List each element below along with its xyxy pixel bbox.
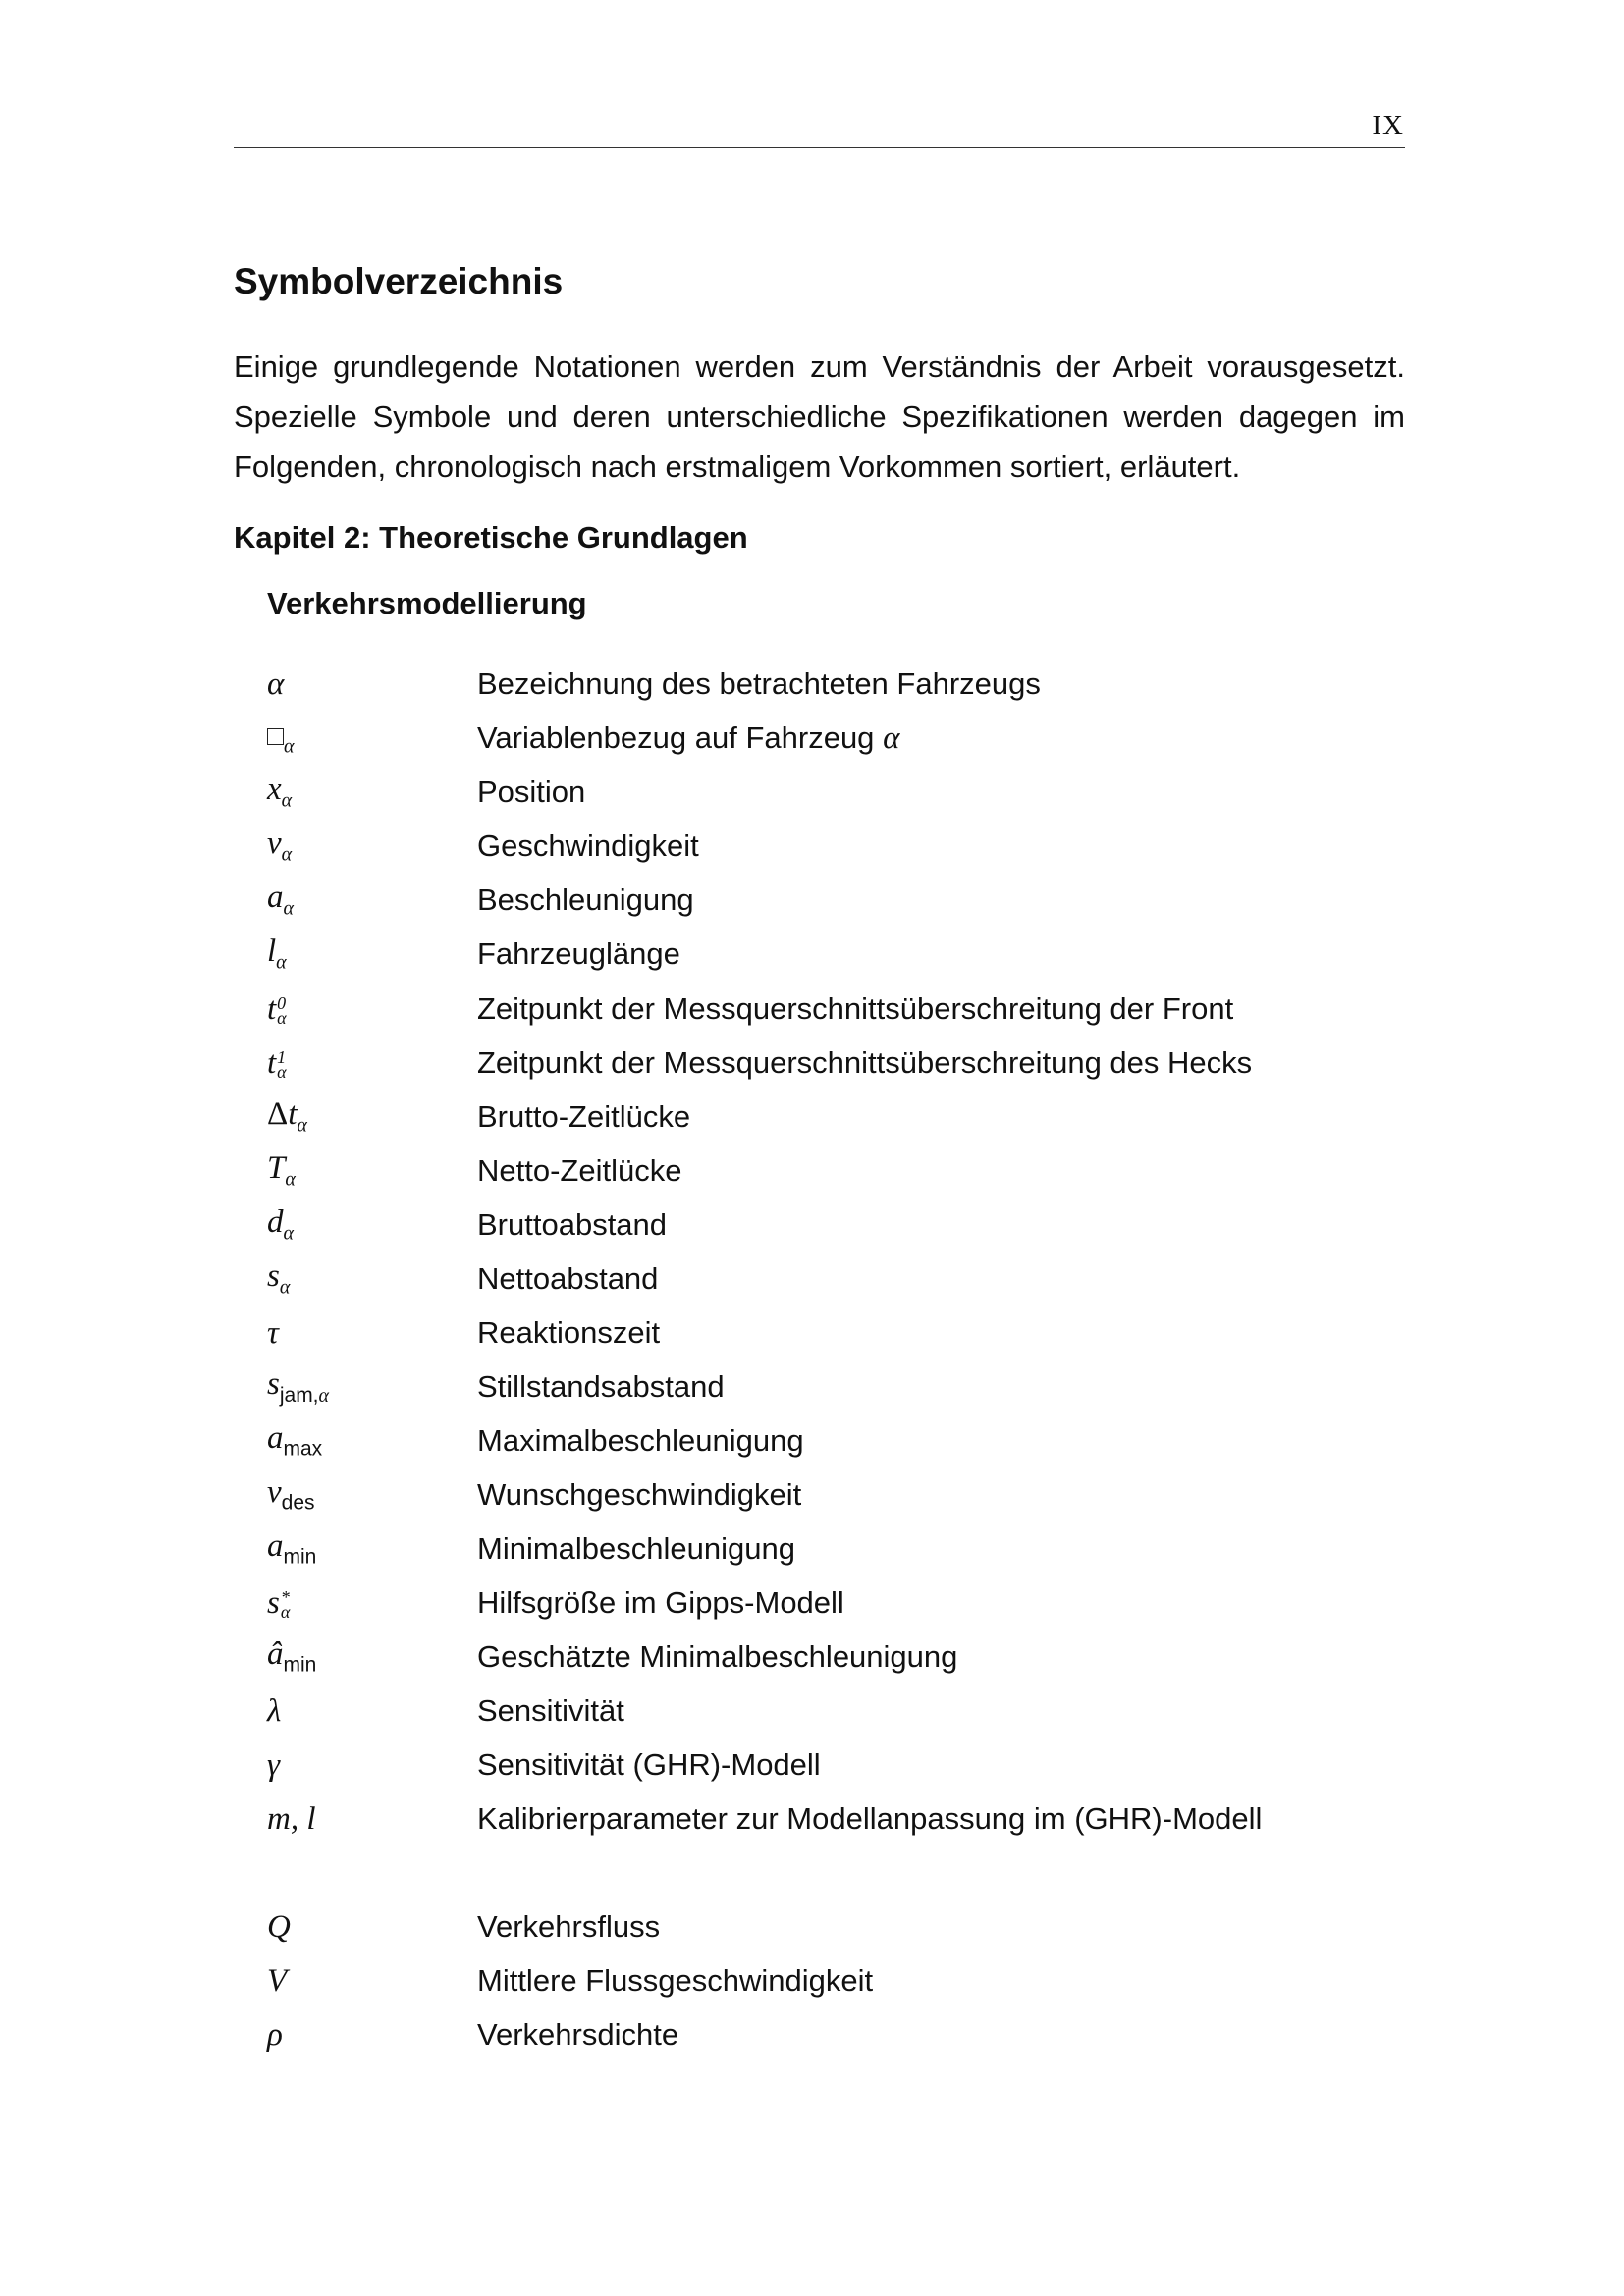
symbol-description: Netto-Zeitlücke (477, 1153, 682, 1188)
symbol-description: Maximalbeschleunigung (477, 1423, 804, 1458)
header-rule (234, 147, 1405, 148)
symbol-description: Kalibrierparameter zur Modellanpassung im (GHR)-Modell (477, 1801, 1263, 1836)
symbol: V (267, 1962, 288, 1999)
symbol: α (267, 718, 477, 759)
symbol-description: Reaktionszeit (477, 1315, 661, 1350)
symbol-description: Zeitpunkt der Messquerschnittsüberschreitung des Hecks (477, 1045, 1253, 1080)
symbol-row-placeholder (267, 715, 1406, 762)
intro-paragraph: Einige grundlegende Notationen werden zum Verständnis der Arbeit vorausgesetzt. Spezielle Symbole und deren unterschiedliche Spezifikationen werden dagegen im Folgenden, chronologisch nach erstmaligem Vorkommen sortiert, erläutert. (234, 349, 1405, 484)
symbol: $s_{jam,\alpha}$ (267, 1366, 330, 1407)
symbol-description: Verkehrsfluss (477, 1909, 661, 1944)
symbol: m, l (267, 1800, 316, 1837)
symbol-row-est-min-accel (267, 1633, 1406, 1681)
symbol-row-gross-gap (267, 1094, 1406, 1141)
symbol-row-length (267, 931, 1406, 978)
symbol-description: Geschwindigkeit (477, 828, 699, 863)
symbol-row-mean-speed (267, 1957, 1406, 2004)
symbol-row-min-accel (267, 1525, 1406, 1573)
symbol: t 1 α (267, 1044, 287, 1082)
symbol: ρ (267, 2016, 283, 2053)
symbol-description: Verkehrsdichte (477, 2017, 679, 2052)
symbol-description: Sensitivität (477, 1693, 624, 1728)
symbol-row-gamma (267, 1741, 1406, 1789)
symbol: γ (267, 1746, 281, 1783)
symbol: $v_{des}$ (267, 1474, 315, 1515)
symbol-row-velocity (267, 823, 1406, 870)
symbol: $s_\alpha$ (267, 1258, 291, 1299)
symbol: t 0 α (267, 990, 287, 1028)
symbol: $l_\alpha$ (267, 934, 287, 974)
symbol-row-acceleration (267, 877, 1406, 924)
symbol-row-alpha (267, 661, 1406, 708)
symbol-description: Stillstandsabstand (477, 1369, 725, 1404)
symbol-description: Fahrzeuglänge (477, 936, 680, 971)
symbol: $x_\alpha$ (267, 772, 293, 812)
symbol-row-max-accel (267, 1417, 1406, 1465)
symbol: α (267, 666, 285, 702)
symbol: s * α (267, 1584, 291, 1622)
symbol: Q (267, 1908, 291, 1945)
symbol-description: Wunschgeschwindigkeit (477, 1477, 802, 1512)
symbol-description: Minimalbeschleunigung (477, 1531, 795, 1566)
symbol-row-lambda (267, 1687, 1406, 1735)
symbol-description: Variablenbezug auf Fahrzeug α (477, 720, 900, 756)
symbol-row-desired-speed (267, 1471, 1406, 1519)
symbol-description: Brutto-Zeitlücke (477, 1099, 691, 1134)
symbol: $v_\alpha$ (267, 826, 293, 866)
symbol-row-gipps-aux (267, 1579, 1406, 1627)
page-number: IX (1372, 110, 1404, 141)
symbol-row-time-rear (267, 1040, 1406, 1087)
symbol-row-reaction-time (267, 1309, 1406, 1357)
page-title: Symbolverzeichnis (234, 261, 564, 301)
symbol-row-gross-distance (267, 1201, 1406, 1249)
symbol: $\Delta t_\alpha$ (267, 1096, 307, 1137)
symbol-row-flow (267, 1903, 1406, 1950)
symbol: λ (267, 1692, 282, 1729)
symbol-description: Nettoabstand (477, 1261, 659, 1296)
symbol-description: Mittlere Flussgeschwindigkeit (477, 1963, 874, 1998)
symbol-row-position (267, 769, 1406, 816)
symbol-description: Hilfsgröße im Gipps-Modell (477, 1585, 844, 1620)
symbol-description: Sensitivität (GHR)-Modell (477, 1747, 821, 1782)
chapter-heading: Kapitel 2: Theoretische Grundlagen (234, 520, 748, 555)
symbol-row-jam-distance (267, 1363, 1406, 1411)
symbol-description: Bezeichnung des betrachteten Fahrzeugs (477, 667, 1041, 701)
symbol: $a_\alpha$ (267, 880, 294, 920)
symbol-description: Zeitpunkt der Messquerschnittsüberschreitung der Front (477, 991, 1234, 1026)
symbol: $a_{max}$ (267, 1420, 323, 1461)
symbol: $a_{min}$ (267, 1528, 317, 1569)
symbol-description: Geschätzte Minimalbeschleunigung (477, 1639, 958, 1674)
symbol: $â_{min}$ (267, 1636, 317, 1677)
symbol-row-net-distance (267, 1255, 1406, 1303)
symbol: $d_\alpha$ (267, 1204, 294, 1245)
symbol: τ (267, 1314, 279, 1351)
section-heading: Verkehrsmodellierung (267, 586, 587, 620)
symbol-row-net-gap (267, 1148, 1406, 1195)
symbol-description: Position (477, 774, 586, 809)
symbol-description: Beschleunigung (477, 882, 694, 917)
placeholder-box-icon (267, 728, 284, 745)
symbol-description: Bruttoabstand (477, 1207, 668, 1242)
symbol: $T_\alpha$ (267, 1150, 296, 1191)
symbol-row-time-front (267, 986, 1406, 1033)
symbol-row-ghr-params (267, 1795, 1406, 1842)
symbol-row-density (267, 2011, 1406, 2058)
